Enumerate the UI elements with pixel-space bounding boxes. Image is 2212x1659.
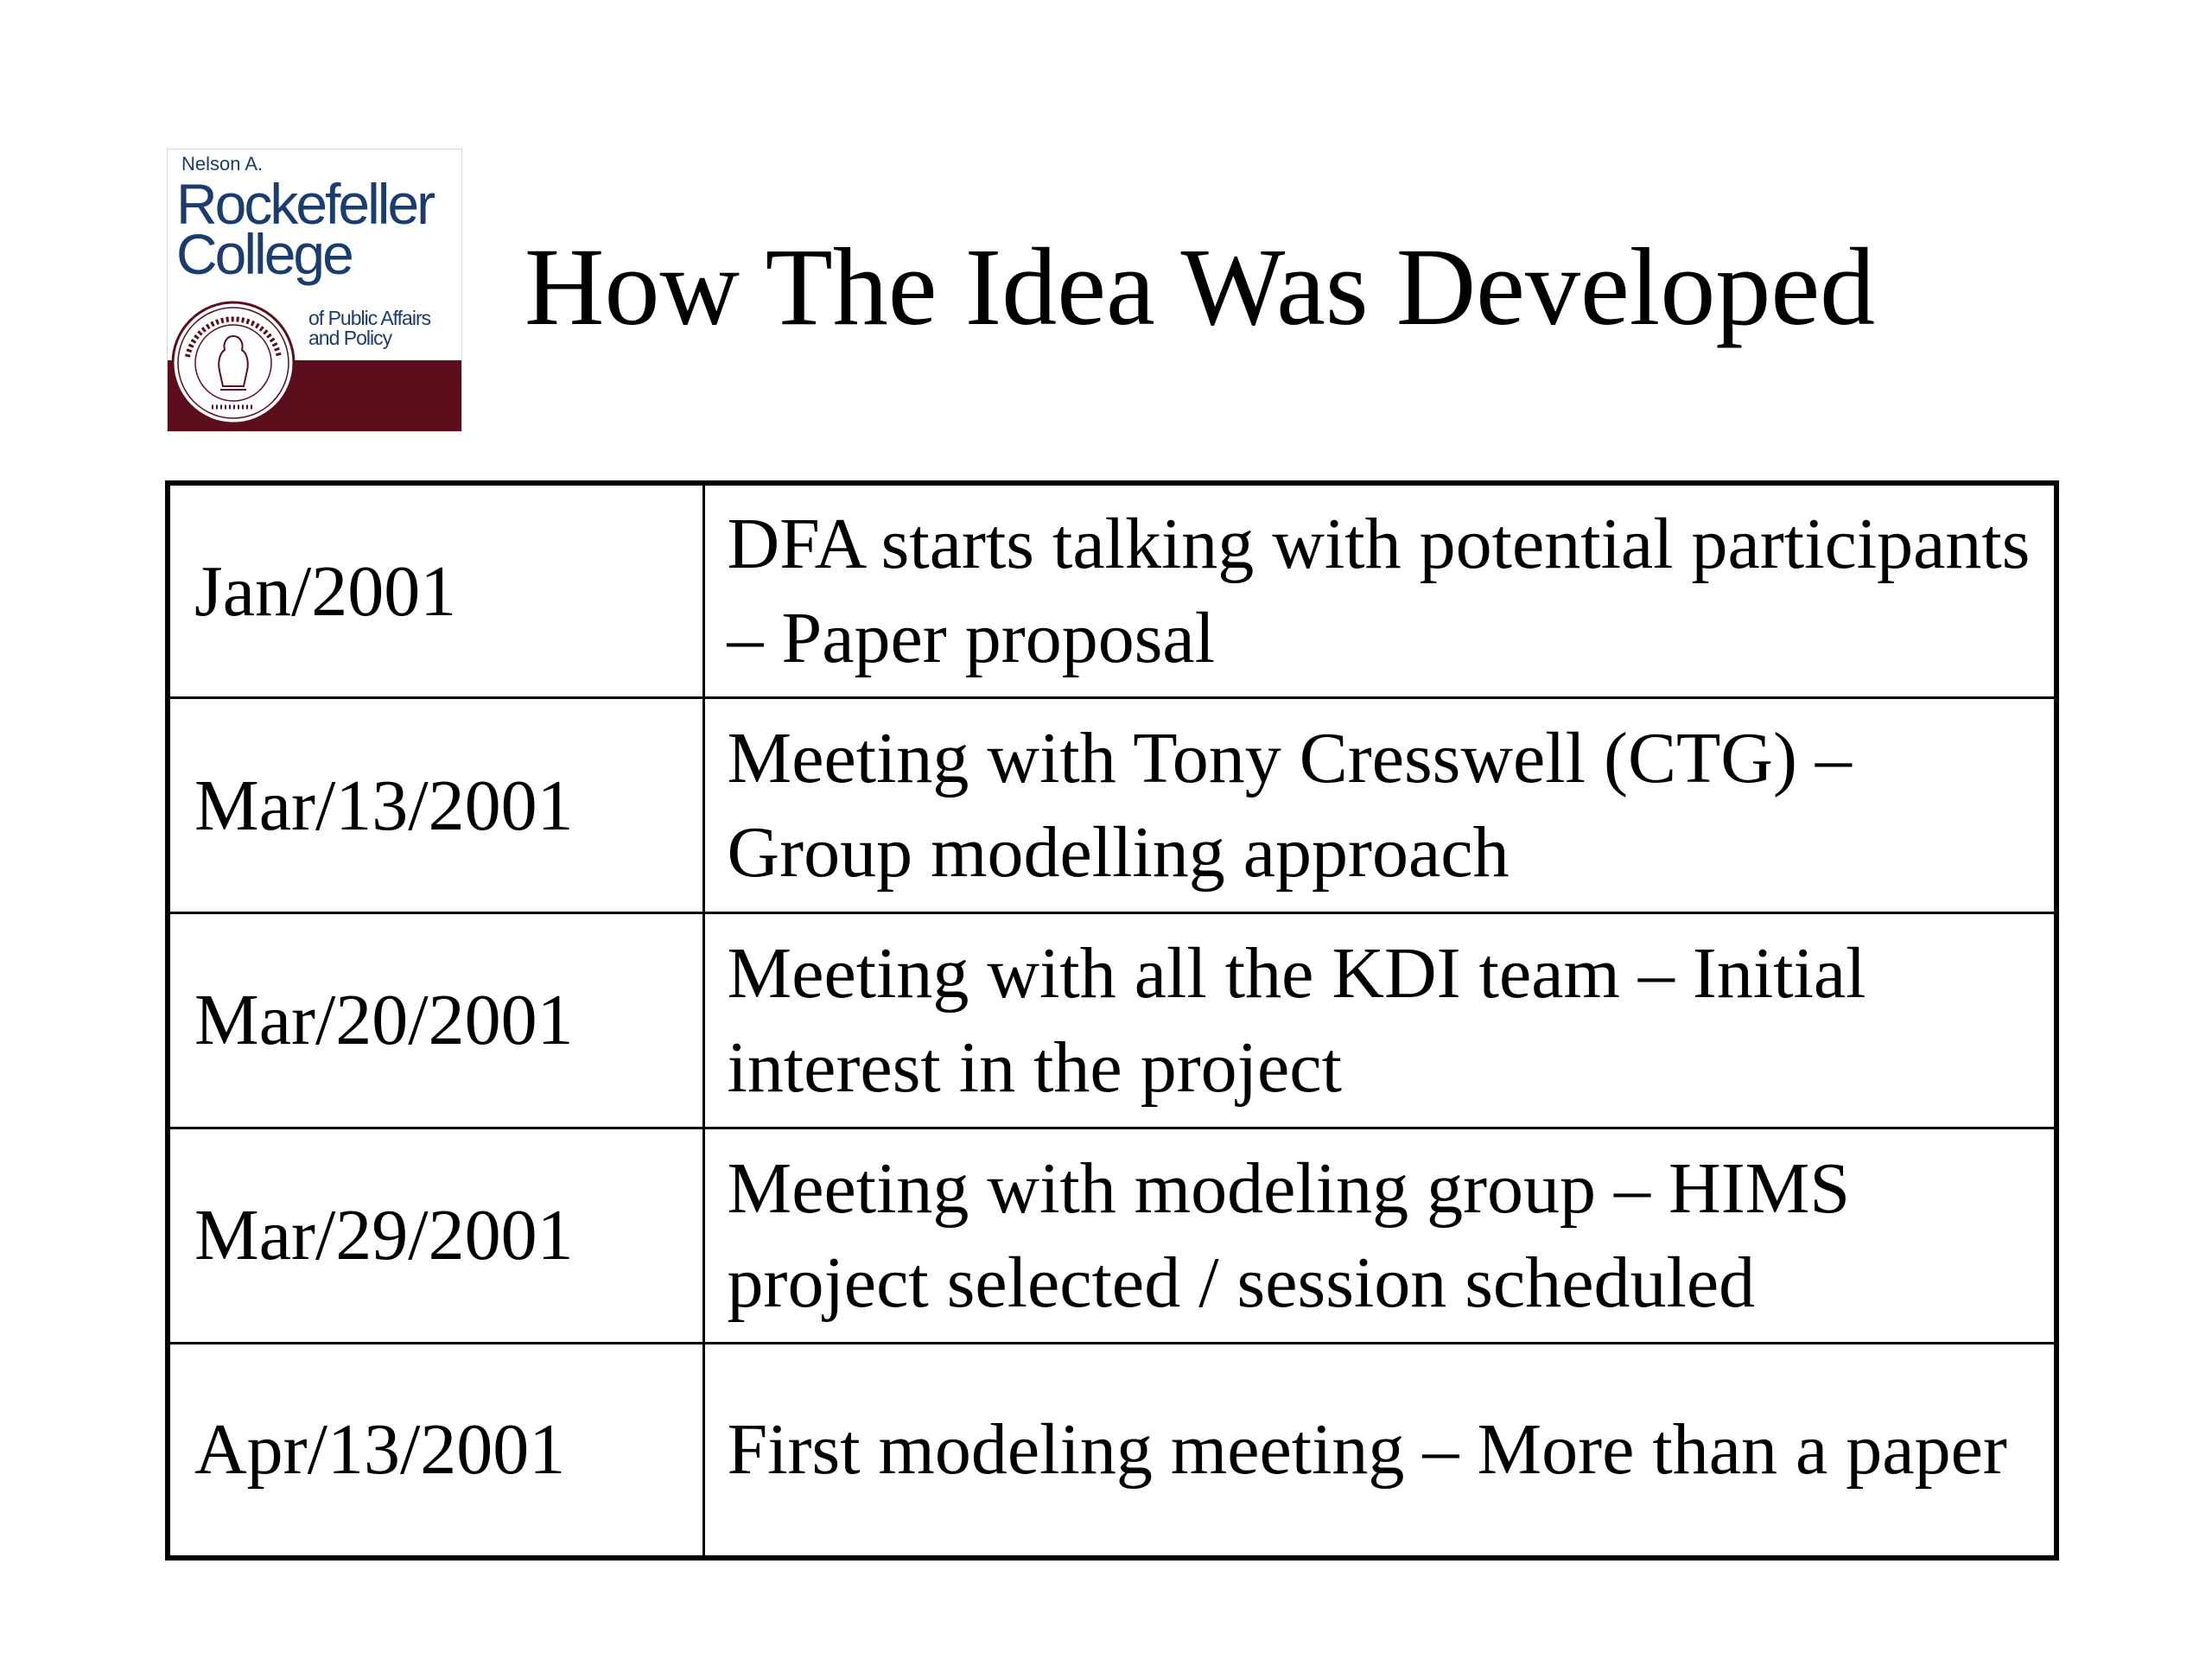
logo-name-college: College: [176, 222, 352, 287]
timeline-date: Mar/13/2001: [168, 698, 703, 913]
table-row: [168, 1343, 2056, 1558]
college-logo: [167, 149, 462, 432]
university-seal-icon: [170, 300, 296, 426]
timeline-event: Meeting with Tony Cresswell (CTG) – Group modelling approach: [703, 698, 2056, 913]
table-row: [168, 483, 2056, 698]
timeline-date: Jan/2001: [168, 483, 703, 698]
timeline-event: DFA starts talking with potential participants – Paper proposal: [703, 483, 2056, 698]
table-row: [168, 913, 2056, 1128]
timeline-event: Meeting with all the KDI team – Initial interest in the project: [703, 913, 2056, 1128]
timeline-event: First modeling meeting – More than a paper: [703, 1343, 2056, 1558]
logo-subtitle-line1: of Public Affairs: [308, 307, 431, 329]
slide-title: How The Idea Was Developed: [524, 226, 1876, 348]
logo-name-prefix: Nelson A.: [181, 153, 264, 175]
logo-subtitle-line2: and Policy: [308, 326, 392, 349]
table-row: [168, 698, 2056, 913]
timeline-table: [165, 480, 2059, 1560]
logo-wordmark: [176, 153, 434, 287]
timeline-date: Mar/29/2001: [168, 1128, 703, 1343]
timeline-event: Meeting with modeling group – HIMS project selected / session scheduled: [703, 1128, 2056, 1343]
timeline-date: Mar/20/2001: [168, 913, 703, 1128]
table-row: [168, 1128, 2056, 1343]
timeline-date: Apr/13/2001: [168, 1343, 703, 1558]
logo-name-rockefeller: Rockefeller: [176, 172, 434, 236]
logo-subtitle: [308, 308, 430, 347]
